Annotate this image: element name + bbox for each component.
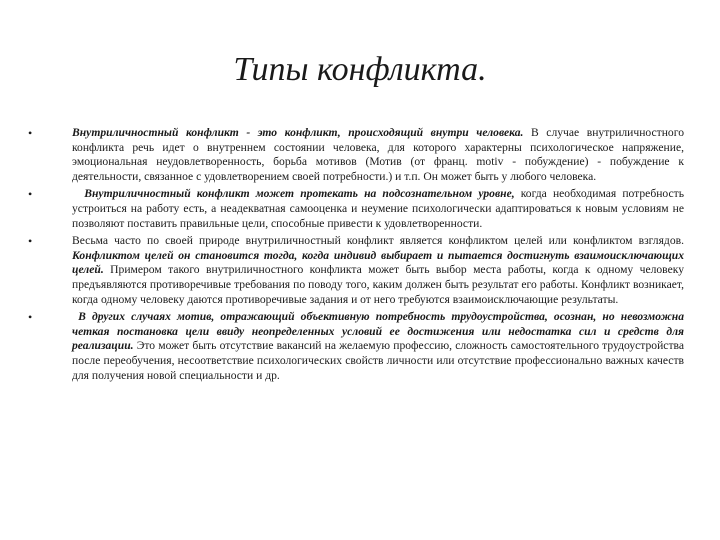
bullet-item-2 [24,187,684,231]
slide-title: Типы конфликта. [233,51,487,88]
body-text: Это может быть отсутствие вакансий на желаемую профессию, сложность самостоятельного трудоустройства после переобучения, несоответствие психологических свойств личности или отсутствие профессионально важных качеств для получения новой специальности и др. [72,339,684,382]
emphasis-text: В других случаях мотив, отражающий объективную потребность трудоустройства, осознан, но невозможна четкая постановка цели ввиду неопределенных условий ее достижения или недостатка сил и средств для реализации. [72,310,684,353]
emphasis-text: Внутриличностный конфликт может протекать на подсознательном уровне, [84,187,515,201]
body-text: когда необходимая потребность устроиться на работу есть, а неадекватная самооценка и неумение психологически адаптироваться к новым условиям не позволяют поставить правильные цели, способные привести к удовлетворенности. [72,187,685,230]
body-text: Весьма часто по своей природе внутриличностный конфликт является конфликтом целей или конфликтом взглядов. [72,234,684,248]
bullet-icon: • [28,126,33,140]
bullet-item-4 [24,310,684,383]
body-text: В случае внутриличностного конфликта речь идет о внутреннем состоянии человека, для которого характерны психологическое напряжение, эмоциональная неудовлетворенность, борьба мотивов (Мотив (от франц. motiv - побуждение) - побуждение к деятельности, связанное с удовлетворением своей потребности.) и т.п. Он может быть у любого человека. [72,126,684,183]
emphasis-text: Внутриличностный конфликт - это конфликт, происходящий внутри человека. [72,126,524,139]
body-text: Примером такого внутриличностного конфликта может быть выбор места работы, когда к одному человеку предъявляются противоречивые требования по поводу того, каким должен быть результат его работы. Конфликт возникает, когда одному человеку даются противоречивые задания и от него требуются взаимоисключающие результаты. [72,263,684,306]
bullet-icon: • [28,187,33,202]
bullet-item-1 [24,126,684,184]
bullet-list [24,126,684,386]
bullet-icon: • [28,310,33,325]
lead-space [72,187,84,200]
bullet-icon: • [28,234,33,249]
bullet-item-3 [24,234,684,307]
emphasis-text: Конфликтом целей он становится тогда, когда индивид выбирает и пытается достигнуть взаимоисключающих целей. [72,248,684,277]
